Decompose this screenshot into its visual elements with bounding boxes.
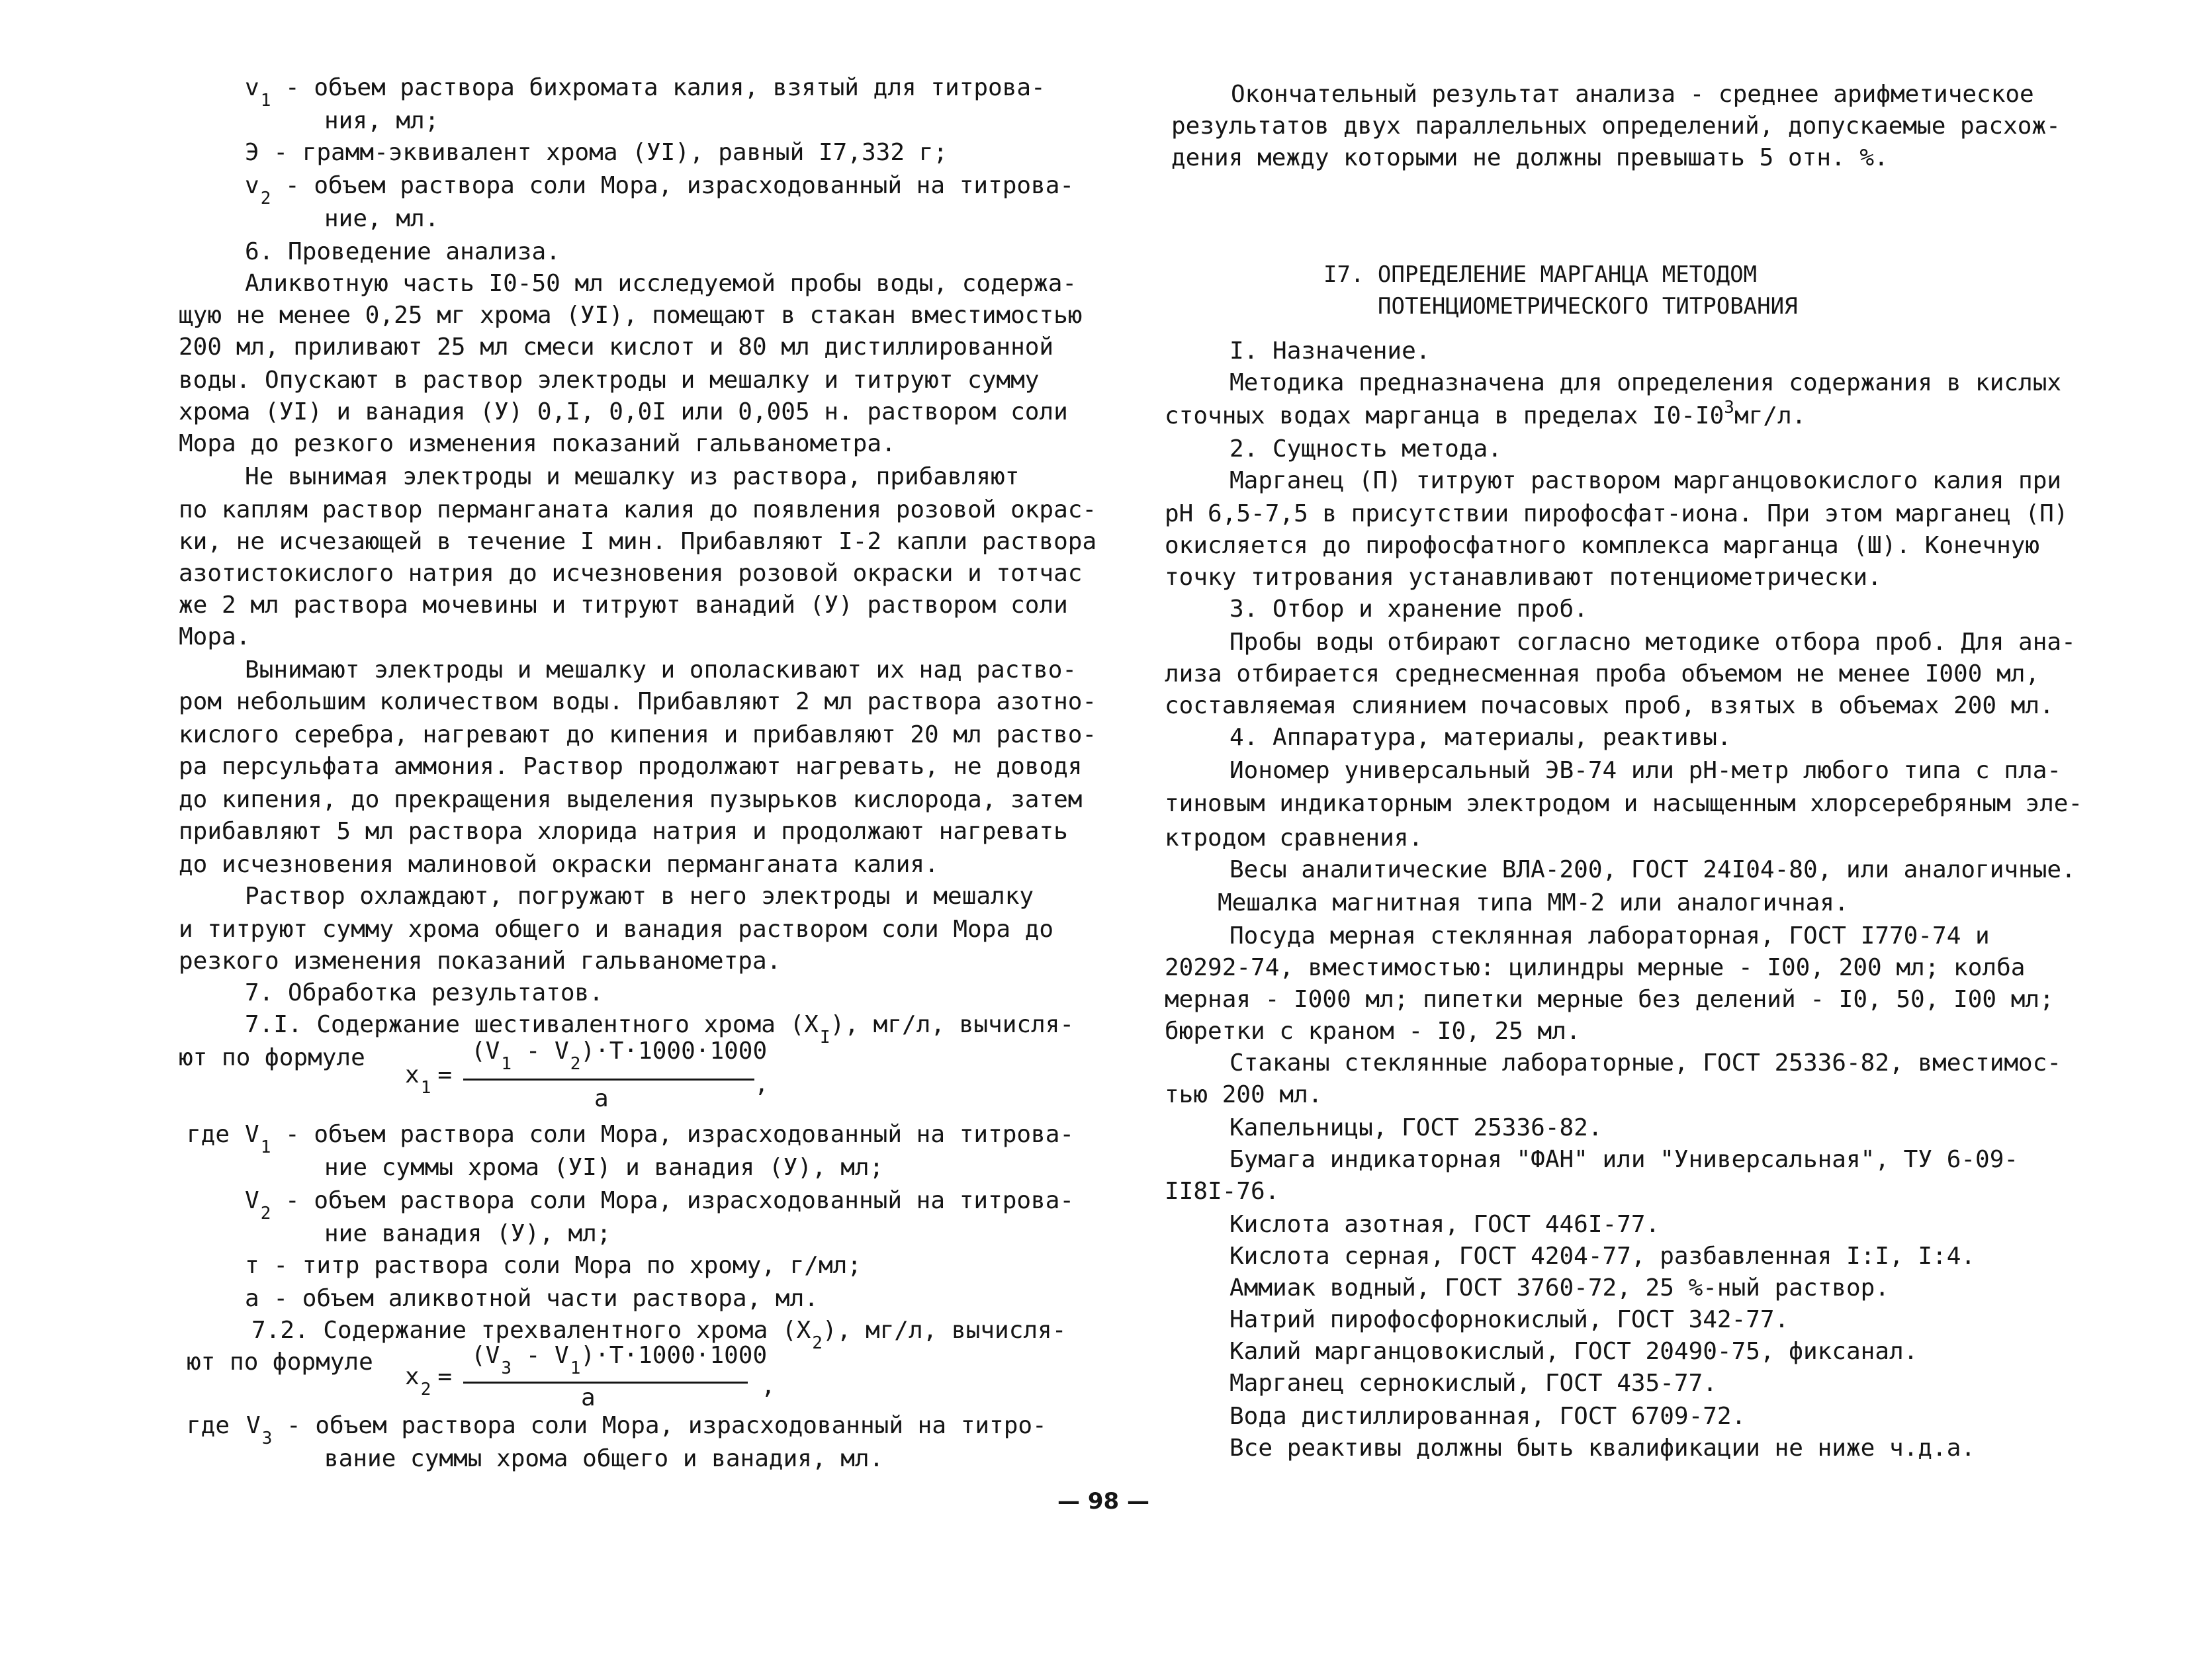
formula-2-numerator: $(V_3 - V_1)\cdot T\cdot 1000\cdot 1000$ bbox=[471, 1342, 768, 1378]
formula-2-lhs: $x_2$ = bbox=[405, 1363, 453, 1399]
definition-v2: $v_2$ - объем раствора соли Мора, израсходованный на титрова- bbox=[245, 172, 1075, 208]
formula-2-denominator: а bbox=[581, 1384, 596, 1411]
where-label-2: где bbox=[187, 1412, 230, 1439]
text-line: хрома (УI) и ванадия (У) 0,I, 0,0I или 0,005 н. раствором соли bbox=[179, 398, 1068, 425]
definition-v1: $v_1$ - объем раствора бихромата калия, взятый для титрова- bbox=[245, 74, 1046, 111]
list-item: Все реактивы должны быть квалификации не ниже ч.д.а. bbox=[1229, 1435, 1976, 1462]
definition-w1-cont: ние суммы хрома (УI) и ванадия (У), мл; bbox=[324, 1154, 884, 1181]
subsection-3-heading: 3. Отбор и хранение проб. bbox=[1229, 596, 1588, 623]
text-line: Вынимают электроды и мешалку и ополаскивают их над раство- bbox=[245, 656, 1077, 684]
list-item: тиновым индикаторным электродом и насыщенным хлорсеребряным эле- bbox=[1165, 790, 2083, 817]
section-7-2-heading: 7.2. Содержание трехвалентного хрома $(X_2)$, мг/л, вычисля- bbox=[251, 1317, 1067, 1353]
definition-aliquot: а - объем аликвотной части раствора, мл. bbox=[245, 1285, 819, 1312]
formula-intro-1: ют по формуле bbox=[179, 1044, 365, 1071]
section-6-heading: 6. Проведение анализа. bbox=[245, 238, 560, 265]
text-line: азотистокислого натрия до исчезновения розовой окраски и тотчас bbox=[179, 560, 1083, 587]
text-line: и титруют сумму хрома общего и ванадия раствором соли Мора до bbox=[179, 916, 1054, 943]
definition-w2: $V_2$ - объем раствора соли Мора, израсходованный на титрова- bbox=[245, 1187, 1075, 1223]
text-line: Мора. bbox=[179, 623, 251, 650]
subsection-2-heading: 2. Сущность метода. bbox=[1229, 435, 1502, 463]
definition-w5-cont: вание суммы хрома общего и ванадия, мл. bbox=[324, 1445, 884, 1472]
text-line: 200 мл, приливают 25 мл смеси кислот и 80 мл дистиллированной bbox=[179, 333, 1054, 361]
list-item: Капельницы, ГОСТ 25336-82. bbox=[1229, 1114, 1603, 1141]
text-line: точку титрования устанавливают потенциометрически. bbox=[1165, 564, 1882, 591]
list-item: тью 200 мл. bbox=[1165, 1081, 1323, 1108]
text-line: Марганец (П) титруют раствором марганцовокислого калия при bbox=[1229, 467, 2062, 494]
definition-w2-cont: ние ванадия (У), мл; bbox=[324, 1220, 611, 1247]
list-item: II8I-76. bbox=[1165, 1178, 1280, 1205]
list-item: мерная - I000 мл; пипетки мерные без делений - I0, 50, I00 мл; bbox=[1165, 986, 2054, 1013]
list-item: Мешалка магнитная типа ММ-2 или аналогичная. bbox=[1218, 889, 1849, 916]
text-line: до кипения, до прекращения выделения пузырьков кислорода, затем bbox=[179, 786, 1083, 813]
text-line: ки, не исчезающей в течение I мин. Прибавляют I-2 капли раствора bbox=[179, 528, 1097, 555]
formula-1-numerator: $(V_1 - V_2)\cdot Т\cdot 1000\cdot 1000$ bbox=[471, 1038, 768, 1074]
fraction-bar bbox=[463, 1382, 748, 1384]
where-label-1: где bbox=[187, 1121, 230, 1148]
formula-2-comma: , bbox=[761, 1372, 776, 1399]
list-item: Бумага индикаторная "ФАН" или "Универсальная", ТУ 6-09- bbox=[1229, 1146, 2019, 1173]
text-line: до исчезновения малиновой окраски перманганата калия. bbox=[179, 851, 939, 878]
list-item: бюретки с краном - I0, 25 мл. bbox=[1165, 1018, 1581, 1045]
text-line: лиза отбирается среднесменная проба объемом не менее I000 мл, bbox=[1165, 660, 2040, 687]
definition-w1: $V_1$ - объем раствора соли Мора, израсходованный на титрова- bbox=[245, 1121, 1075, 1157]
text-line: Аликвотную часть I0-50 мл исследуемой пробы воды, содержа- bbox=[245, 270, 1077, 297]
text-line: ра персульфата аммония. Раствор продолжают нагревать, не доводя bbox=[179, 753, 1083, 780]
list-item: ктродом сравнения. bbox=[1165, 824, 1423, 852]
text-line: же 2 мл раствора мочевины и титруют ванадий (У) раствором соли bbox=[179, 592, 1068, 619]
section-title-line-2: ПОТЕНЦИОМЕТРИЧЕСКОГО ТИТРОВАНИЯ bbox=[1378, 293, 1798, 320]
list-item: Калий марганцовокислый, ГОСТ 20490-75, фиксанал. bbox=[1229, 1338, 1918, 1365]
text-line: Раствор охлаждают, погружают в него электроды и мешалку bbox=[245, 883, 1034, 910]
text-line: Не вынимая электроды и мешалку из раствора, прибавляют bbox=[245, 463, 1020, 490]
range-line: сточных водах марганца в пределах $I0-I0^3мг/л$. bbox=[1165, 398, 1807, 429]
list-item: Кислота серная, ГОСТ 4204-77, разбавленная I:I, I:4. bbox=[1229, 1243, 1976, 1270]
list-item: Посуда мерная стеклянная лабораторная, ГОСТ I770-74 и bbox=[1229, 922, 1990, 950]
text-line: щую не менее 0,25 мг хрома (УI), помещают в стакан вместимостью bbox=[179, 302, 1083, 329]
definition-w5: $V_3$ - объем раствора соли Мора, израсходованный на титро- bbox=[246, 1412, 1047, 1448]
text-line: по каплям раствор перманганата калия до появления розовой окрас- bbox=[179, 496, 1097, 523]
text-line: Мора до резкого изменения показаний гальванометра. bbox=[179, 430, 896, 457]
fraction-bar bbox=[463, 1079, 754, 1081]
formula-1-lhs: $x_1$ = bbox=[405, 1061, 453, 1098]
list-item: Весы аналитические ВЛА-200, ГОСТ 24I04-80, или аналогичные. bbox=[1229, 856, 2076, 883]
text-line: Окончательный результат анализа - среднее арифметическое bbox=[1231, 81, 2034, 108]
list-item: Аммиак водный, ГОСТ 3760-72, 25 %-ный раствор. bbox=[1229, 1274, 1889, 1302]
definition-e: Э - грамм-эквивалент хрома (УI), равный I7,332 г; bbox=[245, 139, 948, 166]
formula-intro-2: ют по формуле bbox=[187, 1348, 373, 1376]
formula-1-comma: , bbox=[754, 1071, 769, 1098]
text-line: прибавляют 5 мл раствора хлорида натрия и продолжают нагревать bbox=[179, 818, 1068, 845]
text-line: Методика предназначена для определения содержания в кислых bbox=[1229, 369, 2062, 396]
subsection-1-heading: I. Назначение. bbox=[1229, 337, 1431, 365]
text-line: воды. Опускают в раствор электроды и мешалку и титруют сумму bbox=[179, 367, 1040, 394]
list-item: Натрий пирофосфорнокислый, ГОСТ 342-77. bbox=[1229, 1306, 1789, 1333]
list-item: 20292-74, вместимостью: цилиндры мерные - I00, 200 мл; колба bbox=[1165, 954, 2026, 981]
text-line: кислого серебра, нагревают до кипения и прибавляют 20 мл раство- bbox=[179, 721, 1097, 748]
definition-v2-cont: ние, мл. bbox=[324, 205, 439, 232]
text-line: ром небольшим количеством воды. Прибавляют 2 мл раствора азотно- bbox=[179, 688, 1097, 715]
page-number: — 98 — bbox=[1057, 1488, 1149, 1515]
text-line: резкого изменения показаний гальванометра. bbox=[179, 948, 782, 975]
text-line: pH 6,5-7,5 в присутствии пирофосфат-иона. При этом марганец (П) bbox=[1165, 500, 2069, 527]
subsection-4-heading: 4. Аппаратура, материалы, реактивы. bbox=[1229, 724, 1732, 751]
list-item: Вода дистиллированная, ГОСТ 6709-72. bbox=[1229, 1403, 1746, 1430]
text-line: окисляется до пирофосфатного комплекса марганца (Ш). Конечную bbox=[1165, 532, 2040, 559]
section-7-heading: 7. Обработка результатов. bbox=[245, 979, 603, 1006]
list-item: Иономер универсальный ЭВ-74 или pH-метр любого типа с пла- bbox=[1229, 757, 2062, 784]
text-line: дения между которыми не должны превышать 5 отн. %. bbox=[1171, 144, 1889, 171]
text-line: составляемая слиянием почасовых проб, взятых в объемах 200 мл. bbox=[1165, 692, 2054, 719]
definition-v1-cont: ния, мл; bbox=[324, 107, 439, 134]
list-item: Кислота азотная, ГОСТ 446I-77. bbox=[1229, 1211, 1660, 1238]
list-item: Марганец сернокислый, ГОСТ 435-77. bbox=[1229, 1370, 1717, 1397]
list-item: Стаканы стеклянные лабораторные, ГОСТ 25336-82, вместимос- bbox=[1229, 1049, 2062, 1077]
definition-titer: т - титр раствора соли Мора по хрому, г/мл; bbox=[245, 1252, 862, 1279]
text-line: Пробы воды отбирают согласно методике отбора проб. Для ана- bbox=[1229, 629, 2076, 656]
section-7-1-heading: 7.I. Содержание шестивалентного хрома $(X_I)$, мг/л, вычисля- bbox=[245, 1011, 1075, 1047]
text-line: результатов двух параллельных определений, допускаемые расхож- bbox=[1171, 112, 2061, 140]
section-title-line-1: I7. ОПРЕДЕЛЕНИЕ МАРГАНЦА МЕТОДОМ bbox=[1323, 261, 1758, 288]
formula-1-denominator: а bbox=[594, 1085, 609, 1112]
